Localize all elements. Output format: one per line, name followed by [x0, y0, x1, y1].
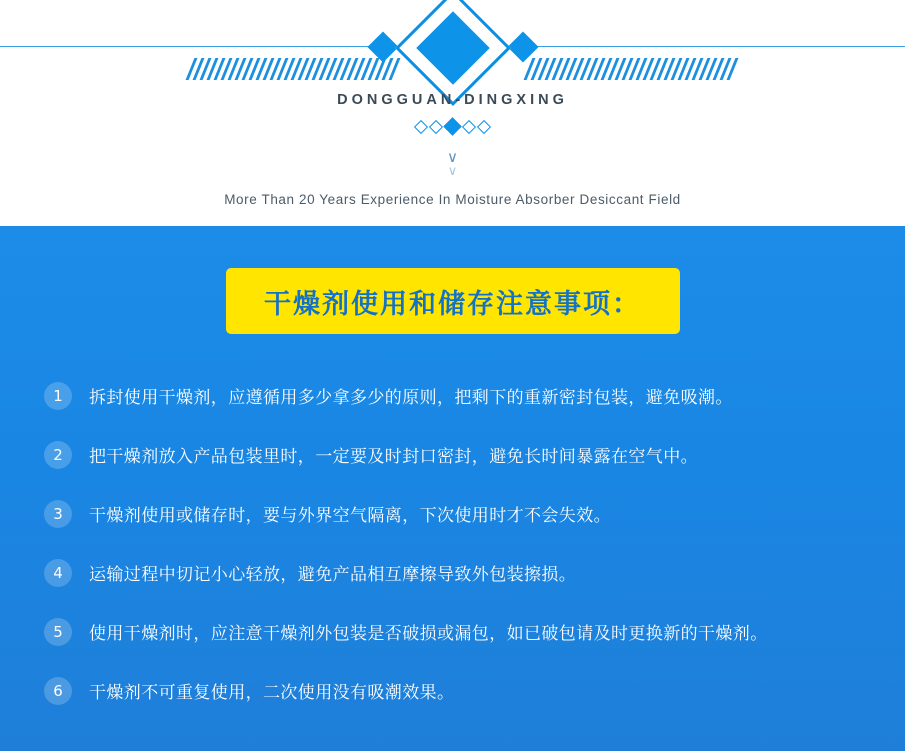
mini-diamond-row [0, 120, 905, 133]
list-item [0, 484, 905, 543]
chevron-down-icon: ∨ [447, 163, 458, 178]
list-item-text: 使用干燥剂时，应注意干燥剂外包装是否破损或漏包，如已破包请及时更换新的干燥剂。 [89, 624, 768, 644]
mini-diamond-icon [429, 119, 443, 133]
brand-name: DONGGUAN-DINGXING [337, 92, 568, 108]
number-label: 5 [53, 622, 63, 641]
section-title-badge [226, 268, 680, 334]
mini-diamond-icon [462, 119, 476, 133]
list-item [0, 425, 905, 484]
number-label: 4 [53, 563, 63, 582]
list-item [0, 602, 905, 661]
list-item [0, 543, 905, 602]
list-item-text: 干燥剂不可重复使用，二次使用没有吸潮效果。 [89, 683, 455, 703]
notice-list [0, 366, 905, 720]
content-panel [0, 226, 905, 751]
number-label: 2 [53, 445, 63, 464]
page-header [0, 0, 905, 226]
hatch-stripes-left [190, 58, 396, 80]
list-item-number [44, 500, 72, 528]
list-item-number [44, 441, 72, 469]
mini-diamond-icon [414, 119, 428, 133]
number-label: 6 [53, 681, 63, 700]
number-label: 3 [53, 504, 63, 523]
header-tagline: More Than 20 Years Experience In Moisture Absorber Desiccant Field [224, 192, 681, 207]
list-item-number [44, 559, 72, 587]
list-item [0, 661, 905, 720]
hatch-stripes-right [528, 58, 734, 80]
list-item-text: 拆封使用干燥剂，应遵循用多少拿多少的原则，把剩下的重新密封包装，避免吸潮。 [89, 388, 733, 408]
number-label: 1 [53, 386, 63, 405]
section-title: 干燥剂使用和储存注意事项： [264, 288, 641, 320]
list-item [0, 366, 905, 425]
list-item-text: 运输过程中切记小心轻放，避免产品相互摩擦导致外包装擦损。 [89, 565, 577, 585]
mini-diamond-icon [477, 119, 491, 133]
list-item-number [44, 382, 72, 410]
list-item-number [44, 618, 72, 646]
chevron-down-icon: ∨ [447, 149, 458, 166]
list-item-text: 把干燥剂放入产品包装里时，一定要及时封口密封，避免长时间暴露在空气中。 [89, 447, 698, 467]
mini-diamond-solid-icon [443, 117, 461, 135]
list-item-number [44, 677, 72, 705]
list-item-text: 干燥剂使用或储存时，要与外界空气隔离，下次使用时才不会失效。 [89, 506, 611, 526]
